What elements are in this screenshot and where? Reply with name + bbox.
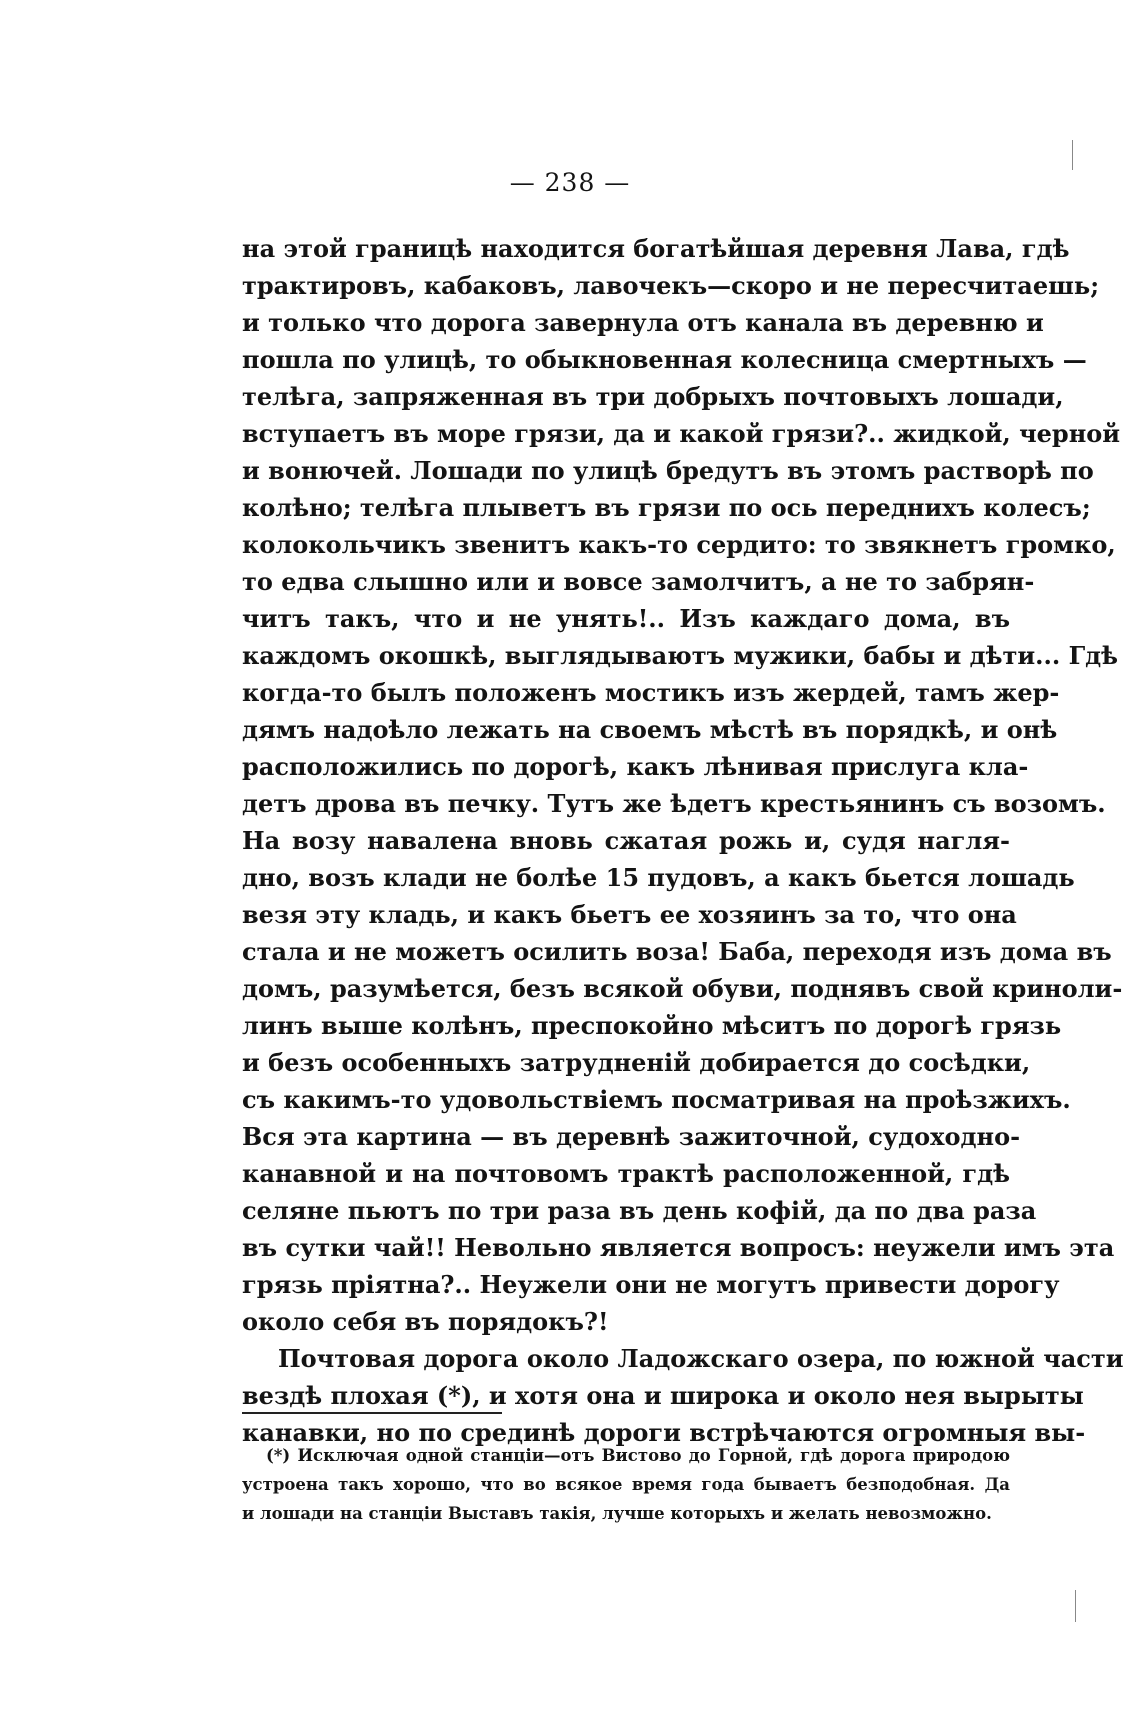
- body-line: колокольчикъ звенитъ какъ-то сердито: то звякнетъ громко,: [242, 530, 1116, 559]
- scan-mark: [1075, 1590, 1076, 1622]
- body-text: [242, 230, 1124, 1451]
- body-line: стала и не можетъ осилить воза! Баба, переходя изъ дома въ: [242, 937, 1112, 966]
- body-line: вступаетъ въ море грязи, да и какой грязи?.. жидкой, черной: [242, 419, 1121, 448]
- body-line: селяне пьютъ по три раза въ день кофій, да по два раза: [242, 1196, 1037, 1225]
- body-line: детъ дрова въ печку. Тутъ же ѣдетъ крестьянинъ съ возомъ.: [242, 789, 1106, 818]
- body-line: около себя въ порядокъ?!: [242, 1307, 609, 1336]
- body-line: и только что дорога завернула отъ канала въ деревню и: [242, 308, 1044, 337]
- body-line: дямъ надоѣло лежать на своемъ мѣстѣ въ порядкѣ, и онѣ: [242, 715, 1058, 744]
- body-line: когда-то былъ положенъ мостикъ изъ жердей, тамъ жер-: [242, 678, 1060, 707]
- body-line: то едва слышно или и вовсе замолчитъ, а не то забрян-: [242, 567, 1035, 596]
- body-line: и вонючей. Лошади по улицѣ бредутъ въ этомъ растворѣ по: [242, 456, 1094, 485]
- body-line: съ какимъ-то удовольствіемъ посматривая на проѣзжихъ.: [242, 1085, 1071, 1114]
- body-line: везя эту кладь, и какъ бьетъ ее хозяинъ за то, что она: [242, 900, 1017, 929]
- body-line: На возу навалена вновь сжатая рожь и, судя нагля-: [242, 826, 1010, 855]
- body-line: вездѣ плохая (*), и хотя она и широка и около нея вырыты: [242, 1381, 1084, 1410]
- body-line: домъ, разумѣется, безъ всякой обуви, поднявъ свой криноли-: [242, 974, 1123, 1003]
- body-line: колѣно; телѣга плыветъ въ грязи по ось переднихъ колесъ;: [242, 493, 1091, 522]
- body-line: каждомъ окошкѣ, выглядываютъ мужики, бабы и дѣти... Гдѣ: [242, 641, 1119, 670]
- body-line: Вся эта картина — въ деревнѣ зажиточной, судоходно-: [242, 1122, 1021, 1151]
- body-line: канавной и на почтовомъ трактѣ расположенной, гдѣ: [242, 1159, 1010, 1188]
- body-line: канавки, но по срединѣ дороги встрѣчаются огромныя вы-: [242, 1418, 1086, 1447]
- body-line: телѣга, запряженная въ три добрыхъ почтовыхъ лошади,: [242, 382, 1064, 411]
- body-line: читъ такъ, что и не унять!.. Изъ каждаго дома, въ: [242, 604, 1010, 633]
- body-line: дно, возъ клади не болѣе 15 пудовъ, а какъ бьется лошадь: [242, 863, 1075, 892]
- body-line: въ сутки чай!! Невольно является вопросъ: неужели имъ эта: [242, 1233, 1115, 1262]
- body-line: и безъ особенныхъ затрудненій добирается до сосѣдки,: [242, 1048, 1031, 1077]
- scan-mark: [1072, 140, 1073, 170]
- footnote-line: устроена такъ хорошо, что во всякое время года бываетъ безподобная. Да: [242, 1475, 1010, 1494]
- body-line: на этой границѣ находится богатѣйшая деревня Лава, гдѣ: [242, 234, 1070, 263]
- footnote-rule: [242, 1412, 502, 1414]
- body-line: Почтовая дорога около Ладожскаго озера, по южной части: [278, 1344, 1124, 1373]
- body-line: пошла по улицѣ, то обыкновенная колесница смертныхъ —: [242, 345, 1087, 374]
- body-line: трактировъ, кабаковъ, лавочекъ—скоро и не пересчитаешь;: [242, 271, 1100, 300]
- footnotes: [242, 1441, 1010, 1528]
- body-line: линъ выше колѣнъ, преспокойно мѣситъ по дорогѣ грязь: [242, 1011, 1062, 1040]
- body-line: грязь пріятна?.. Неужели они не могутъ привести дорогу: [242, 1270, 1060, 1299]
- footnote-line: (*) Исключая одной станціи—отъ Вистово до Горной, гдѣ дорога природою: [266, 1446, 1010, 1465]
- page-number: — 238 —: [509, 168, 631, 197]
- footnote-line: и лошади на станціи Выставъ такія, лучше которыхъ и желать невозможно.: [242, 1504, 992, 1523]
- body-line: расположились по дорогѣ, какъ лѣнивая прислуга кла-: [242, 752, 1029, 781]
